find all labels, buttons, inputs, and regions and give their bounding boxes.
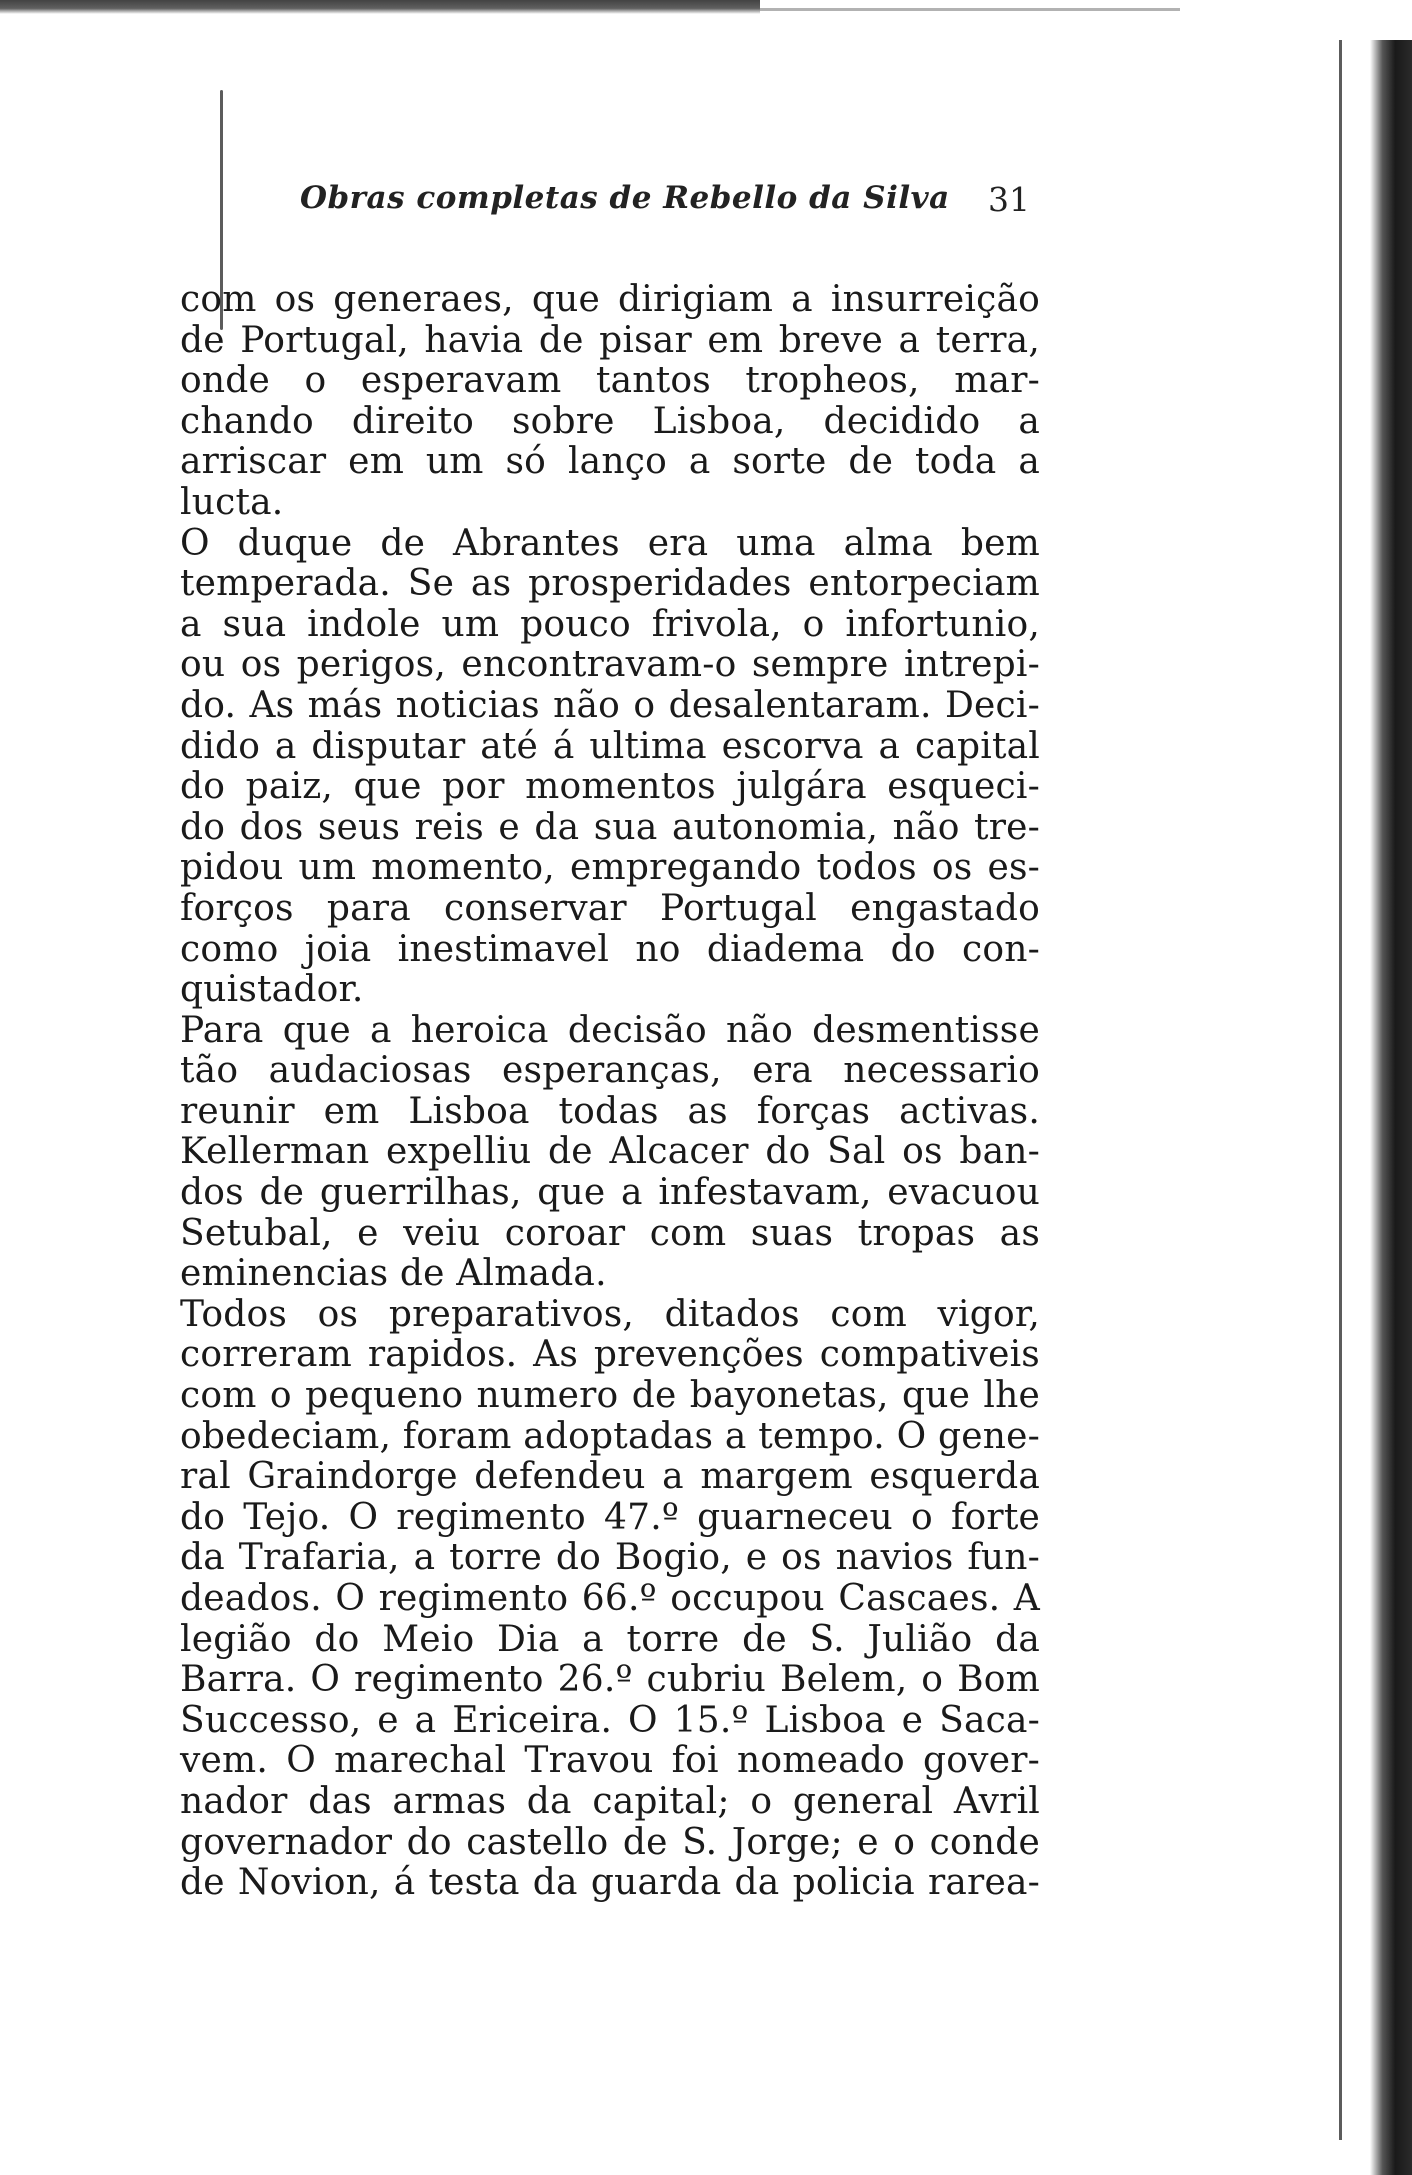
text-line: Kellerman expelliu de Alcacer do Sal os ban- [180,1131,1040,1173]
text-line: do Tejo. O regimento 47.º guarneceu o forte [180,1496,1040,1538]
text-line: do dos seus reis e da sua autonomia, não tre- [180,806,1040,848]
text-line: do. As más noticias não o desalentaram. Deci- [180,684,1040,726]
text-line: deados. O regimento 66.º occupou Cascaes. A [180,1578,1040,1619]
text-line: nador das armas da capital; o general Avril [180,1780,1040,1822]
page-header [300,180,1030,240]
text-line: ou os perigos, encontravam-o sempre intrepi- [180,644,1040,686]
text-line: correram rapidos. As prevenções compativeis [180,1334,1040,1376]
text-line: arriscar em um só lanço a sorte de toda a [180,441,1040,483]
scan-edge-top-thin [760,8,1180,11]
text-line: a sua indole um pouco frivola, o infortunio, [180,603,1040,645]
text-line: legião do Meio Dia a torre de S. Julião da [180,1618,1040,1660]
text-line: eminencias de Almada. [180,1253,607,1295]
text-line: temperada. Se as prosperidades entorpeciam [180,563,1040,605]
text-line: com os generaes, que dirigiam a insurreição [180,279,1040,320]
text-line: Successo, e a Ericeira. O 15.º Lisboa e Saca- [180,1699,1040,1741]
scan-edge-right-line [1339,40,1342,2140]
text-line: Para que a heroica decisão não desmentisse [180,1009,1040,1051]
text-line: obedeciam, foram adoptadas a tempo. O gene- [180,1415,1040,1457]
text-line: Todos os preparativos, ditados com vigor, [180,1293,1040,1335]
text-line: da Trafaria, a torre do Bogio, e os navios fun- [180,1537,1040,1579]
scan-edge-top [0,0,760,14]
text-line: ral Graindorge defendeu a margem esquerda [180,1456,1040,1498]
text-line: tão audaciosas esperanças, era necessario [180,1050,1040,1092]
text-line: onde o esperavam tantos tropheos, mar- [180,360,1040,402]
text-line: pidou um momento, empregando todos os es- [180,847,1040,889]
text-line: com o pequeno numero de bayonetas, que lhe [180,1375,1040,1417]
text-line: lucta. [180,481,284,523]
running-title: Obras completas de Rebello da Silva [300,180,950,216]
body-text [180,280,1040,1904]
text-line: chando direito sobre Lisboa, decidido a [180,400,1040,442]
text-line: de Novion, á testa da guarda da policia rarea- [180,1862,1040,1904]
text-line: do paiz, que por momentos julgára esqueci- [180,766,1040,808]
page-number: 31 [988,180,1030,219]
text-line: Barra. O regimento 26.º cubriu Belem, o Bom [180,1659,1040,1701]
text-line: de Portugal, havia de pisar em breve a terra, [180,319,1040,361]
text-line: forços para conservar Portugal engastado [180,887,1040,929]
text-line: dos de guerrilhas, que a infestavam, evacuou [180,1172,1040,1214]
text-line: O duque de Abrantes era uma alma bem [180,522,1040,564]
text-line: quistador. [180,969,364,1011]
text-line: reunir em Lisboa todas as forças activas. [180,1090,1040,1132]
text-line: vem. O marechal Travou foi nomeado gover- [180,1740,1040,1782]
scan-edge-right [1370,40,1412,2175]
text-line: governador do castello de S. Jorge; e o conde [180,1821,1040,1863]
text-line: Setubal, e veiu coroar com suas tropas as [180,1212,1040,1254]
text-line: como joia inestimavel no diadema do con- [180,928,1040,970]
text-line: dido a disputar até á ultima escorva a capital [180,725,1040,767]
